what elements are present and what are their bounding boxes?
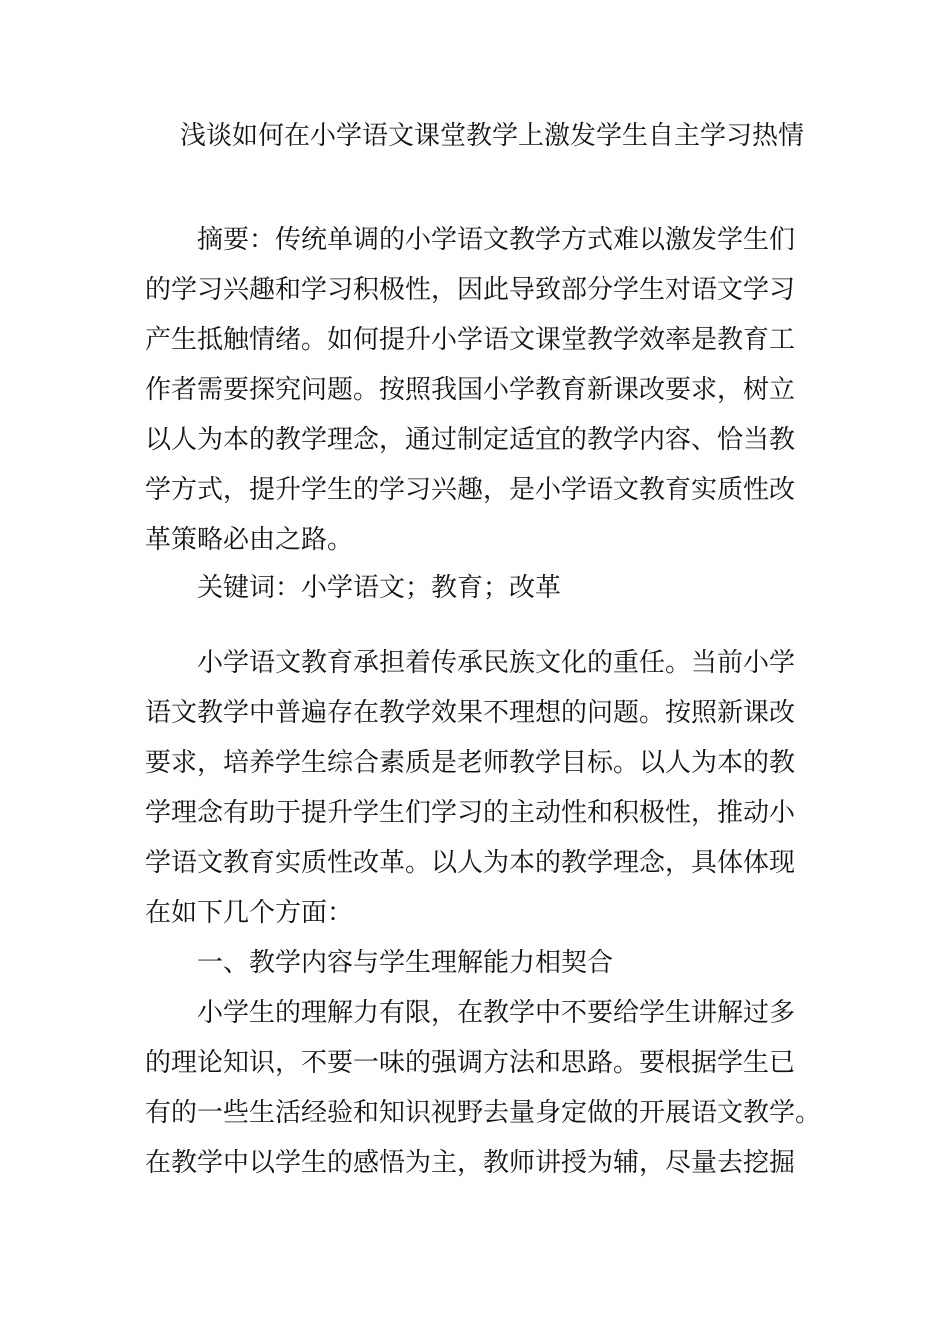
intro-line: 语文教学中普遍存在教学效果不理想的问题。按照新课改 <box>145 698 796 728</box>
abstract-line: 产生抵触情绪。如何提升小学语文课堂教学效率是教育工 <box>145 325 796 355</box>
intro-line: 学理念有助于提升学生们学习的主动性和积极性，推动小 <box>145 798 796 828</box>
abstract-line: 作者需要探究问题。按照我国小学教育新课改要求，树立 <box>145 375 796 405</box>
section-line: 有的一些生活经验和知识视野去量身定做的开展语文教学。 <box>145 1098 822 1128</box>
intro-line: 在如下几个方面： <box>145 898 354 928</box>
abstract-line: 学方式，提升学生的学习兴趣，是小学语文教育实质性改 <box>145 475 796 505</box>
document-title: 浅谈如何在小学语文课堂教学上激发学生自主学习热情 <box>180 121 805 151</box>
section-line: 在教学中以学生的感悟为主，教师讲授为辅，尽量去挖掘 <box>145 1148 796 1178</box>
section-line: 小学生的理解力有限，在教学中不要给学生讲解过多 <box>197 998 796 1028</box>
section-line: 的理论知识，不要一味的强调方法和思路。要根据学生已 <box>145 1048 796 1078</box>
keywords-line: 关键词：小学语文；教育；改革 <box>197 573 562 603</box>
abstract-line: 的学习兴趣和学习积极性，因此导致部分学生对语文学习 <box>145 275 796 305</box>
intro-line: 小学语文教育承担着传承民族文化的重任。当前小学 <box>197 648 796 678</box>
abstract-line: 摘要：传统单调的小学语文教学方式难以激发学生们 <box>197 225 796 255</box>
intro-line: 学语文教育实质性改革。以人为本的教学理念，具体体现 <box>145 848 796 878</box>
abstract-line: 革策略必由之路。 <box>145 525 354 555</box>
section-heading: 一、教学内容与学生理解能力相契合 <box>197 948 614 978</box>
abstract-line: 以人为本的教学理念，通过制定适宜的教学内容、恰当教 <box>145 425 796 455</box>
intro-line: 要求，培养学生综合素质是老师教学目标。以人为本的教 <box>145 748 796 778</box>
